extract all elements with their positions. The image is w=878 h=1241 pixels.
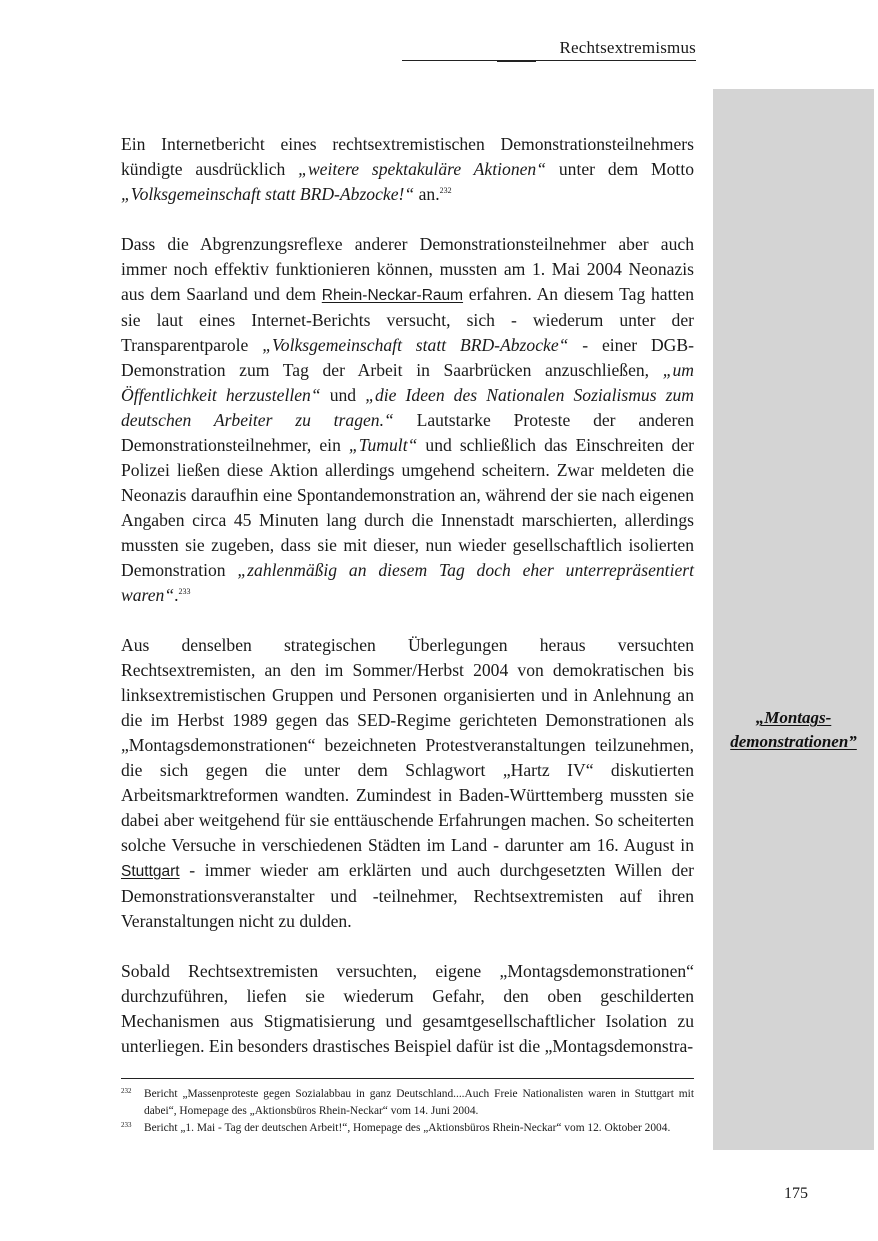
quote-run: „die Ideen des Nationalen Sozialismus zum deutschen Arbeiter zu tragen.“ xyxy=(121,385,695,430)
footnote-separator xyxy=(121,1078,694,1079)
margin-column xyxy=(713,89,874,1150)
footnote-number: 233 xyxy=(121,1121,132,1129)
text-run: . xyxy=(174,585,179,605)
footnote-ref-232[interactable]: 232 xyxy=(439,186,452,195)
footnote-232 xyxy=(121,1086,694,1120)
quote-run: „Volksgemeinschaft statt BRD-Abzocke“ xyxy=(262,335,569,355)
text-run: Ein Internetbericht eines rechtsextremistischen Demonstrationsteilnehmers kündigte ausdrücklich xyxy=(121,134,694,179)
text-run: Aus denselben strategischen Überlegungen heraus versuchten Rechtsextremisten, an den im Sommer/Herbst 2004 von demokratischen bis linksextremistischen Gruppen und Personen organisierten und in Anlehnung an die im Herbst 1989 gegen das SED-Regime gerichteten Demonstrationen als „Montagsdemonstrationen“ bezeichneten Protestveranstaltungen teilzunehmen, die sich gegen die unter dem Schlagwort „Hartz IV“ diskutierten Arbeitsmarktreformen wandten. Zumindest in Baden-Württemberg mussten sie dabei aber weitgehend für sie enttäuschende Erfahrungen machen. So scheiterten solche Versuche in verschiedenen Städten im Land - darunter am 16. August in xyxy=(121,635,694,855)
text-run: unter dem Motto xyxy=(546,159,695,179)
paragraph-2 xyxy=(121,232,694,608)
text-run: an. xyxy=(414,184,440,204)
quote-run: „um Öffentlichkeit herzustellen“ xyxy=(121,360,694,405)
quote-run: „Volksgemeinschaft statt BRD-Abzocke!“ xyxy=(121,184,415,204)
paragraph-4: Sobald Rechtsextremisten versuchten, eigene „Montagsdemonstrationen“ durchzuführen, liefen sie wiederum Gefahr, den oben geschilderten Mechanismen aus Stigmatisierung und gesamtgesellschaftlicher Isolation zu unterliegen. Ein besonders drastisches Beispiel dafür ist die „Montagsdemonstra- xyxy=(121,961,694,1056)
footnotes xyxy=(121,1086,694,1137)
footnote-text: Bericht „1. Mai - Tag der deutschen Arbeit!“, Homepage des „Aktionsbüros Rhein-Neckar“ vom 12. Oktober 2004. xyxy=(144,1122,671,1134)
text-run: - einer DGB-Demonstration zum Tag der Arbeit in Saarbrücken anzuschließen, xyxy=(121,335,694,380)
page-number: 175 xyxy=(784,1185,808,1202)
margin-note-line-2: demonstrationen” xyxy=(730,732,857,751)
margin-note-line-1: „Montags- xyxy=(755,708,832,727)
body-text xyxy=(121,132,694,1059)
text-run: und schließlich das Einschreiten der Polizei ließen diese Aktion allerdings umgehend scheitern. Zwar meldeten die Neonazis daraufhin eine Spontandemonstration an, während der sie nach eigenen Angaben circa 45 Minuten lang durch die Innenstadt marschierten, allerdings mussten sie zugeben, dass sie mit dieser, nun wieder gesellschaftlich isolierten Demonstration xyxy=(121,435,694,580)
quote-run: „weitere spektakuläre Aktionen“ xyxy=(298,159,547,179)
header-rule-accent xyxy=(497,61,536,62)
text-run: Dass die Abgrenzungsreflexe anderer Demonstrationsteilnehmer aber auch immer noch effektiv funktionieren können, mussten am 1. Mai 2004 Neonazis aus dem Saarland und dem xyxy=(121,234,694,304)
footnote-233 xyxy=(121,1120,694,1137)
paragraph-3 xyxy=(121,633,694,934)
text-run: und xyxy=(320,385,366,405)
header-title: Rechtsextremismus xyxy=(559,38,696,57)
margin-note xyxy=(713,706,874,754)
link-stuttgart[interactable]: Stuttgart xyxy=(121,863,180,880)
paragraph-1 xyxy=(121,132,694,207)
text-run: erfahren. An diesem Tag hatten sie laut eines Internet-Berichts versucht, sich - wiederum unter der Transparentparole xyxy=(121,284,694,355)
footnote-ref-233[interactable]: 233 xyxy=(178,587,191,596)
running-header xyxy=(402,38,696,61)
text-run: - immer wieder am erklärten und auch durchgesetzten Willen der Demonstrationsveranstalter und -teilnehmer, Rechtsextremisten auf ihren Veranstaltungen nicht zu dulden. xyxy=(121,860,694,931)
quote-run: „zahlenmäßig an diesem Tag doch eher unterrepräsentiert waren“ xyxy=(121,560,695,605)
quote-run: „Tumult“ xyxy=(348,435,418,455)
link-rhein-neckar-raum[interactable]: Rhein-Neckar-Raum xyxy=(321,287,464,304)
footnote-text: Bericht „Massenproteste gegen Sozialabbau in ganz Deutschland....Auch Freie Nationalisten waren in Stuttgart mit dabei“, Homepage des „Aktionsbüros Rhein-Neckar“ vom 14. Juni 2004. xyxy=(144,1088,694,1117)
footnote-number: 232 xyxy=(121,1087,132,1095)
text-run: Lautstarke Proteste der anderen Demonstrationsteilnehmer, ein xyxy=(121,410,694,455)
